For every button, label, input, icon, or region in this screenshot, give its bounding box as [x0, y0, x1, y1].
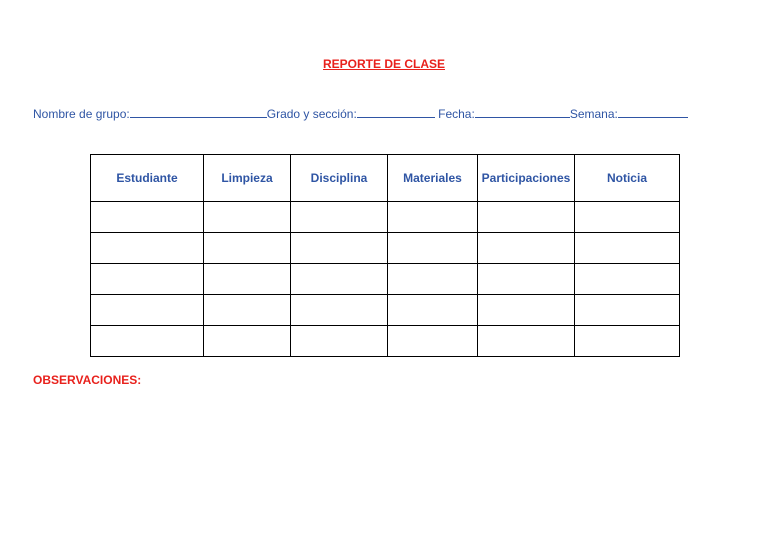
table-cell[interactable]	[291, 326, 388, 357]
table-row	[91, 264, 680, 295]
grade-section-label: Grado y sección:	[266, 107, 357, 121]
table-cell[interactable]	[478, 295, 575, 326]
table-row	[91, 233, 680, 264]
table-row	[91, 202, 680, 233]
form-fields-line	[33, 106, 688, 121]
table-cell[interactable]	[575, 233, 680, 264]
table-cell[interactable]	[575, 202, 680, 233]
table-cell[interactable]	[478, 202, 575, 233]
table-cell[interactable]	[388, 233, 478, 264]
table-cell[interactable]	[388, 326, 478, 357]
table-cell[interactable]	[204, 295, 291, 326]
table-row	[91, 326, 680, 357]
table-cell[interactable]	[575, 264, 680, 295]
week-field[interactable]	[618, 106, 688, 118]
table-cell[interactable]	[478, 326, 575, 357]
table-cell[interactable]	[291, 233, 388, 264]
group-name-label: Nombre de grupo:	[33, 107, 130, 121]
table-cell[interactable]	[291, 264, 388, 295]
table-cell[interactable]	[91, 295, 204, 326]
table-cell[interactable]	[291, 202, 388, 233]
table-cell[interactable]	[204, 264, 291, 295]
date-field[interactable]	[475, 106, 570, 118]
grade-section-field[interactable]	[357, 106, 435, 118]
column-header-limpieza: Limpieza	[204, 155, 291, 202]
report-table	[90, 154, 680, 357]
table-cell[interactable]	[388, 295, 478, 326]
table-cell[interactable]	[204, 233, 291, 264]
column-header-participaciones: Participaciones	[478, 155, 575, 202]
group-name-field[interactable]	[130, 106, 267, 118]
table-cell[interactable]	[204, 326, 291, 357]
date-label: Fecha:	[438, 107, 475, 121]
table-cell[interactable]	[91, 233, 204, 264]
table-cell[interactable]	[204, 202, 291, 233]
table-cell[interactable]	[478, 233, 575, 264]
report-title: REPORTE DE CLASE	[322, 57, 445, 71]
week-label: Semana:	[569, 107, 618, 121]
table-cell[interactable]	[388, 202, 478, 233]
observations-label: OBSERVACIONES:	[33, 373, 142, 387]
column-header-materiales: Materiales	[388, 155, 478, 202]
table-cell[interactable]	[388, 264, 478, 295]
table-cell[interactable]	[91, 202, 204, 233]
column-header-estudiante: Estudiante	[91, 155, 204, 202]
table-cell[interactable]	[91, 326, 204, 357]
table-row	[91, 295, 680, 326]
table-cell[interactable]	[91, 264, 204, 295]
column-header-noticia: Noticia	[575, 155, 680, 202]
column-header-disciplina: Disciplina	[291, 155, 388, 202]
table-cell[interactable]	[575, 326, 680, 357]
table-cell[interactable]	[575, 295, 680, 326]
table-header-row	[91, 155, 680, 202]
table-cell[interactable]	[291, 295, 388, 326]
table-cell[interactable]	[478, 264, 575, 295]
